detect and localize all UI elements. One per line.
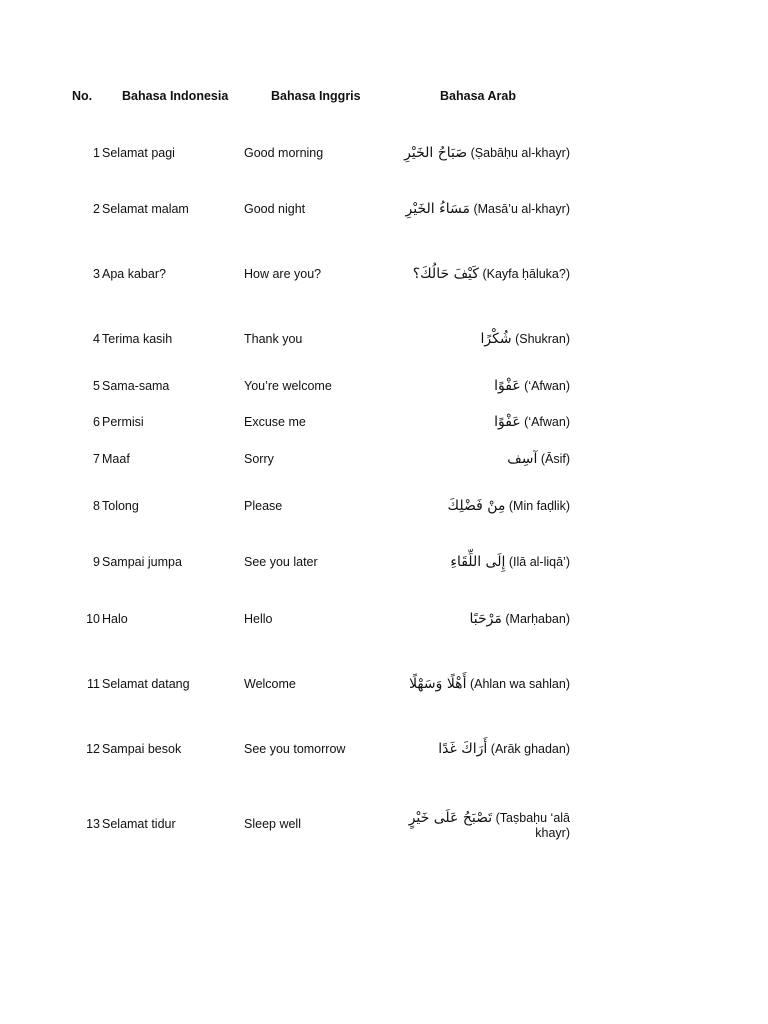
row-number: 2 <box>93 202 100 216</box>
english-phrase: Sorry <box>244 452 274 466</box>
row-number: 11 <box>87 677 100 691</box>
transliteration: (Taṣbaḥu ‘alā khayr) <box>495 811 570 840</box>
english-phrase: See you later <box>244 555 318 569</box>
arabic-script: آسِف <box>507 451 538 467</box>
arabic-script: مَرْحَبًا <box>469 611 502 627</box>
indonesian-phrase: Apa kabar? <box>102 267 166 281</box>
indonesian-phrase: Selamat pagi <box>102 146 175 160</box>
arabic-script: أَرَاكَ غَدًا <box>438 741 488 757</box>
english-phrase: Please <box>244 499 283 513</box>
transliteration: (Ṣabāḥu al-khayr) <box>470 146 570 160</box>
arabic-script: صَبَاحُ الخَيْرِ <box>404 145 468 161</box>
indonesian-phrase: Selamat malam <box>102 202 189 216</box>
transliteration: (Ahlan wa sahlan) <box>469 677 570 691</box>
transliteration: (Masā’u al-khayr) <box>473 202 570 216</box>
header-inggris: Bahasa Inggris <box>271 89 361 103</box>
arabic-script: كَيْفَ حَالُكَ؟ <box>412 266 479 282</box>
arabic-phrase <box>380 811 570 841</box>
row-number: 8 <box>93 499 100 513</box>
indonesian-phrase: Maaf <box>102 452 130 466</box>
row-number: 12 <box>86 742 100 756</box>
arabic-script: تَصْبَحُ عَلَى خَيْرٍ <box>408 810 493 826</box>
arabic-script: مِنْ فَضْلِكَ <box>447 498 506 514</box>
transliteration: (Marḥaban) <box>505 612 570 626</box>
english-phrase: See you tomorrow <box>244 742 346 756</box>
arabic-phrase <box>380 742 570 757</box>
transliteration: (Āsif) <box>540 452 570 466</box>
header-arab: Bahasa Arab <box>440 89 516 103</box>
transliteration: (Arāk ghadan) <box>490 742 570 756</box>
transliteration: (Kayfa ḥāluka?) <box>482 267 570 281</box>
arabic-script: إِلَى اللِّقَاءِ <box>450 554 506 570</box>
row-number: 1 <box>93 146 100 160</box>
indonesian-phrase: Halo <box>102 612 128 626</box>
row-number: 5 <box>93 379 100 393</box>
indonesian-phrase: Permisi <box>102 415 144 429</box>
arabic-phrase <box>380 379 570 394</box>
arabic-phrase <box>380 555 570 570</box>
row-number: 9 <box>93 555 100 569</box>
indonesian-phrase: Sampai jumpa <box>102 555 182 569</box>
arabic-phrase <box>380 612 570 627</box>
transliteration: (Min faḍlik) <box>508 499 570 513</box>
transliteration: (‘Afwan) <box>524 379 570 393</box>
english-phrase: Welcome <box>244 677 296 691</box>
arabic-phrase <box>380 415 570 430</box>
english-phrase: Thank you <box>244 332 303 346</box>
row-number: 6 <box>93 415 100 429</box>
arabic-phrase <box>380 202 570 217</box>
row-number: 4 <box>93 332 100 346</box>
transliteration: (‘Afwan) <box>524 415 570 429</box>
indonesian-phrase: Sampai besok <box>102 742 182 756</box>
arabic-phrase <box>380 499 570 514</box>
transliteration: (Ilā al-liqā’) <box>508 555 570 569</box>
english-phrase: You’re welcome <box>244 379 332 393</box>
arabic-phrase <box>380 332 570 347</box>
arabic-script: مَسَاءُ الخَيْرِ <box>405 201 470 217</box>
row-number: 10 <box>86 612 100 626</box>
row-number: 13 <box>86 817 100 831</box>
arabic-phrase <box>380 146 570 161</box>
arabic-script: أَهْلًا وَسَهْلًا <box>409 676 467 692</box>
arabic-script: عَفْوًا <box>494 378 521 394</box>
indonesian-phrase: Sama-sama <box>102 379 170 393</box>
english-phrase: Sleep well <box>244 817 301 831</box>
arabic-phrase <box>380 452 570 467</box>
indonesian-phrase: Selamat datang <box>102 677 190 691</box>
header-no: No. <box>72 89 93 103</box>
english-phrase: Good night <box>244 202 306 216</box>
arabic-phrase <box>380 267 570 282</box>
arabic-script: شُكْرًا <box>480 331 512 347</box>
transliteration: (Shukran) <box>515 332 570 346</box>
english-phrase: How are you? <box>244 267 322 281</box>
row-number: 7 <box>93 452 100 466</box>
english-phrase: Excuse me <box>244 415 306 429</box>
english-phrase: Hello <box>244 612 273 626</box>
indonesian-phrase: Tolong <box>102 499 139 513</box>
header-indonesia: Bahasa Indonesia <box>122 89 229 103</box>
row-number: 3 <box>93 267 100 281</box>
arabic-phrase <box>380 677 570 692</box>
indonesian-phrase: Selamat tidur <box>102 817 176 831</box>
indonesian-phrase: Terima kasih <box>102 332 173 346</box>
english-phrase: Good morning <box>244 146 324 160</box>
arabic-script: عَفْوًا <box>494 414 521 430</box>
